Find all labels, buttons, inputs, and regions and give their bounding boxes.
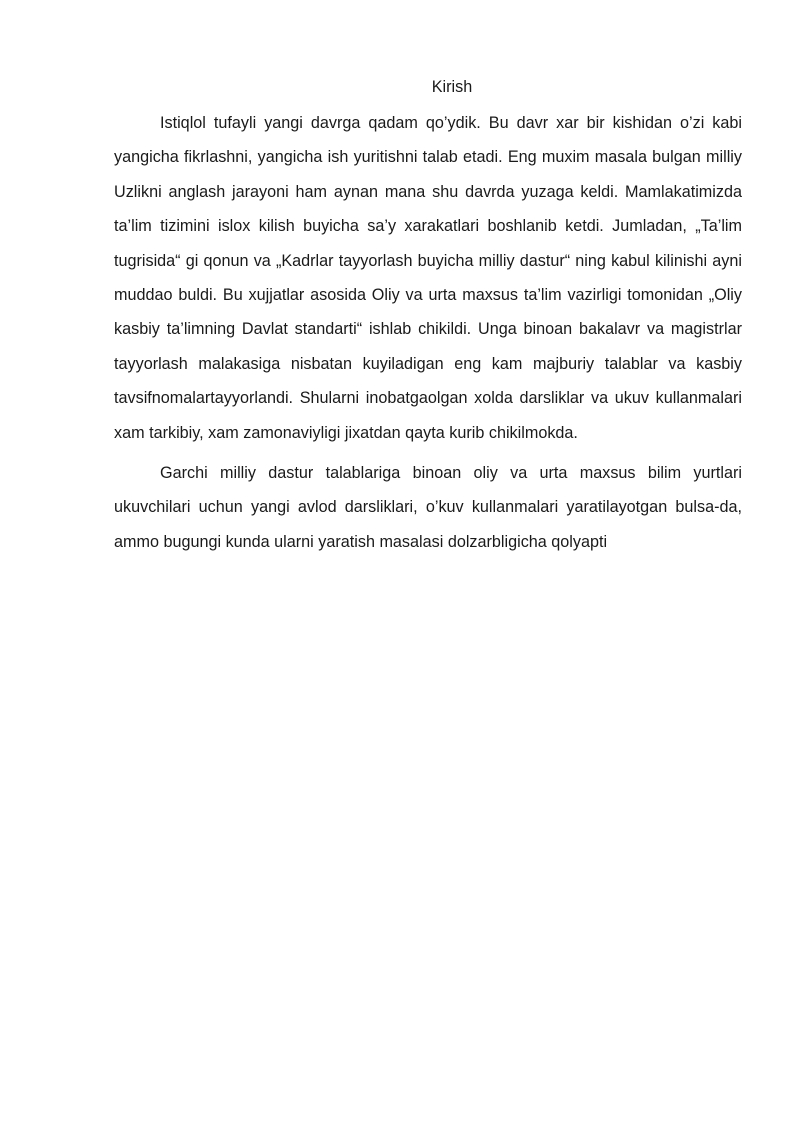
- paragraph-continuation: Garchi milliy dastur talablariga binoan oliy va urta maxsus bilim yurtlari ukuvchilari uchun yangi avlod darsliklari, o’kuv kullanmalari yaratilayotgan bulsa-da, ammo bugungi kunda ularni yaratish masalasi dolzarbligicha qolyapti: [114, 464, 742, 551]
- document-body: [114, 76, 742, 559]
- paragraph-introduction: Istiqlol tufayli yangi davrga qadam qo’ydik. Bu davr xar bir kishidan o’zi kabi yangicha fikrlashni, yangicha ish yuritishni talab etadi. Eng muxim masala bulgan milliy Uzlikni anglash jarayoni ham aynan mana shu davrda yuzaga keldi. Mamlakatimizda ta’lim tizimini islox kilish buyicha sa’y xarakatlari boshlanib ketdi. Jumladan, „Ta’lim tugrisida“ gi qonun va „Kadrlar tayyorlash buyicha milliy dastur“ ning kabul kilinishi ayni muddao buldi. Bu xujjatlar asosida Oliy va urta maxsus ta’lim vazirligi tomonidan „Oliy kasbiy ta’limning Davlat standarti“ ishlab chikildi. Unga binoan bakalavr va magistrlar tayyorlash malakasiga nisbatan kuyiladigan eng kam majburiy talablar va kasbiy tavsifnomalartayyorlandi. Shularni inobatgaolgan xolda darsliklar va ukuv kullanmalari xam tarkibiy, xam zamonaviyligi jixatdan qayta kurib chikilmokda.: [114, 114, 742, 442]
- page-title: Kirish: [431, 78, 473, 96]
